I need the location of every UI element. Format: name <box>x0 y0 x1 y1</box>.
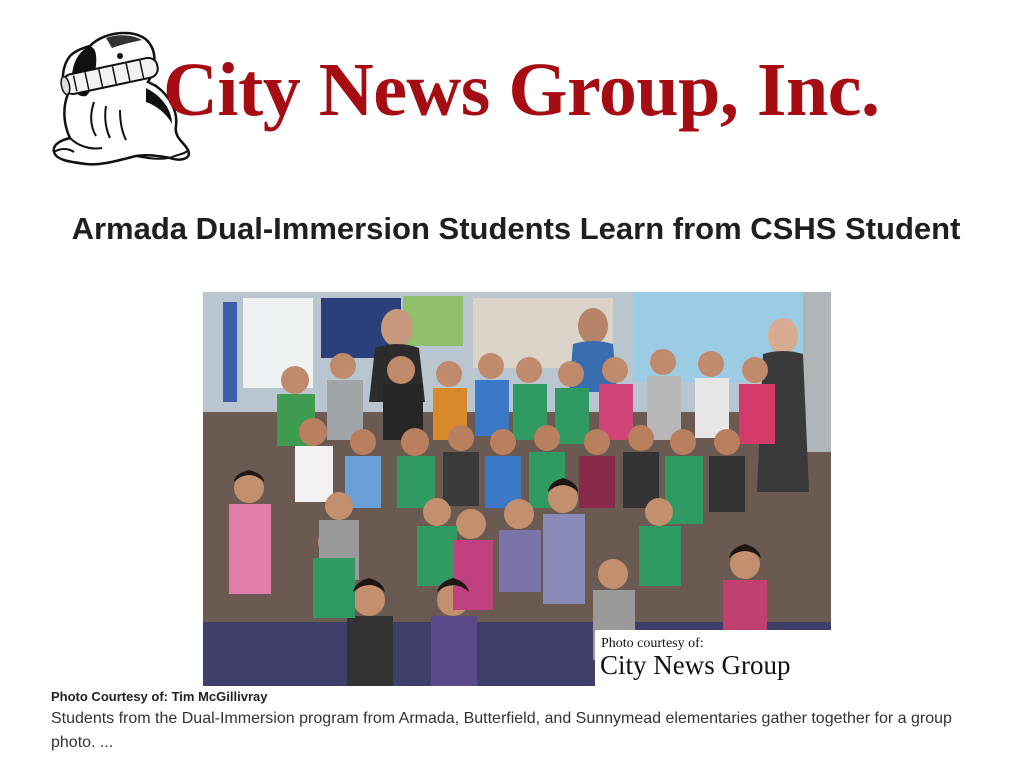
group-photo-illustration <box>203 292 831 686</box>
watermark-line-2: City News Group <box>600 650 791 680</box>
article-photo[interactable] <box>203 292 831 686</box>
site-brand-name[interactable]: City News Group, Inc. <box>163 48 880 132</box>
photo-credit: Photo Courtesy of: Tim McGillivray <box>51 689 268 704</box>
article-title[interactable]: Armada Dual-Immersion Students Learn from CSHS Student <box>71 211 961 246</box>
watermark-line-1: Photo courtesy of: <box>601 636 704 651</box>
photo-watermark <box>595 630 831 686</box>
article-summary[interactable]: Students from the Dual-Immersion program from Armada, Butterfield, and Sunnymead elementaries gather together for a group photo. ... <box>51 710 952 751</box>
masthead[interactable] <box>50 26 980 176</box>
